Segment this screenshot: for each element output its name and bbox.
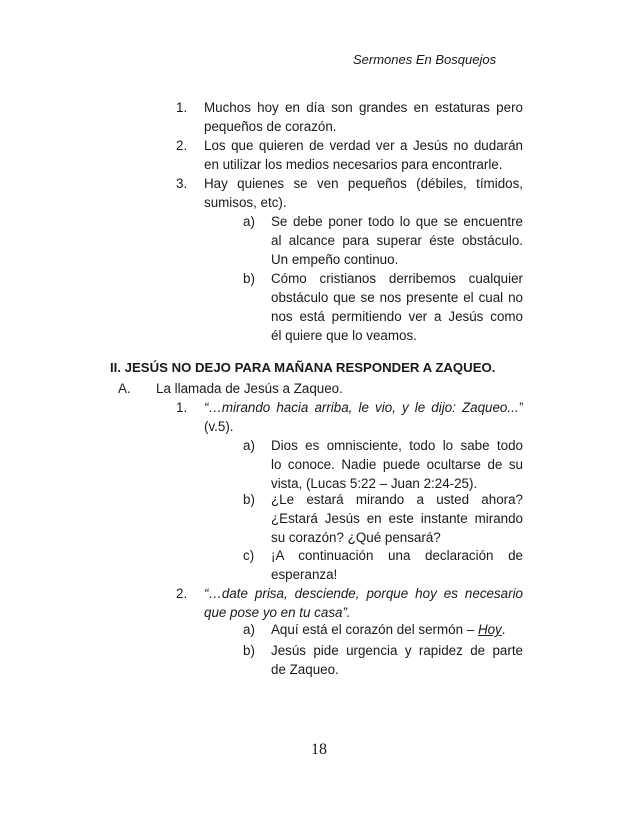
item-line: obstáculo que se nos presente el cual no [271, 290, 523, 305]
item-number: 1. [176, 400, 188, 415]
sub-list-item [243, 641, 523, 679]
sub-list-item [243, 490, 523, 547]
item-line: él quiere que lo veamos. [271, 328, 417, 343]
item-line: Cómo cristianos derribemos cualquier [271, 271, 523, 286]
scripture-quote: “…date prisa, desciende, porque hoy es necesario [204, 586, 523, 601]
item-line: ¡A continuación una declaración de [271, 548, 523, 563]
scripture-quote: “…mirando hacia arriba, le vio, y le dijo: Zaqueo...” [204, 400, 523, 415]
item-line: sumisos, etc). [204, 195, 287, 210]
item-line: vista, (Lucas 5:22 – Juan 2:24-25). [271, 476, 478, 491]
sub-list-item [243, 546, 523, 584]
item-line: esperanza! [271, 567, 338, 582]
item-line: Un empeño continuo. [271, 252, 399, 267]
page-number: 18 [311, 741, 327, 758]
item-number: 2. [176, 586, 188, 601]
item-line: Se debe poner todo lo que se encuentre [271, 214, 523, 229]
item-line: su corazón? ¿Qué pensará? [271, 530, 441, 545]
item-line: Muchos hoy en día son grandes en estaturas pero [204, 100, 523, 115]
sub-item-label: b) [243, 492, 255, 507]
sub-item-label: a) [243, 214, 255, 229]
sub-list-item [243, 436, 523, 493]
sub-list-item [243, 212, 523, 269]
item-text: Aquí está el corazón del sermón – [271, 622, 478, 637]
item-line: en utilizar los medios necesarios para encontrarle. [204, 157, 503, 172]
running-header: Sermones En Bosquejos [353, 52, 497, 67]
item-line: Hay quienes se ven pequeños (débiles, tímidos, [204, 176, 523, 191]
item-line: Dios es omnisciente, todo lo sabe todo [271, 438, 523, 453]
subsection-title: La llamada de Jesús a Zaqueo. [156, 381, 343, 396]
list-item [176, 98, 523, 136]
scripture-reference: (v.5). [204, 419, 234, 434]
sub-item-label: a) [243, 622, 255, 637]
item-text: . [501, 622, 506, 637]
section-heading: II. JESÚS NO DEJO PARA MAÑANA RESPONDER A ZAQUEO. [110, 360, 496, 375]
item-line: ¿Estará Jesús en este instante mirando [271, 511, 523, 526]
subsection-label: A. [118, 381, 131, 396]
emphasis-word: Hoy [477, 622, 502, 637]
sub-list-item [243, 620, 523, 639]
item-number: 3. [176, 176, 188, 191]
item-line: Los que quieren de verdad ver a Jesús no dudarán [204, 138, 523, 153]
sub-item-label: b) [243, 271, 255, 286]
item-line: de Zaqueo. [271, 662, 339, 677]
sub-item-label: c) [243, 548, 255, 563]
sub-list-item [243, 269, 523, 345]
item-number: 1. [176, 100, 188, 115]
item-line: pequeños de corazón. [204, 119, 337, 134]
sub-item-label: b) [243, 643, 255, 658]
item-line: al alcance para superar éste obstáculo. [271, 233, 523, 248]
subsection-heading [118, 379, 518, 398]
scripture-quote: que pose yo en tu casa”. [204, 605, 351, 620]
list-item [176, 584, 523, 622]
item-line: lo conoce. Nadie puede ocultarse de su [271, 457, 523, 472]
item-line: ¿Le estará mirando a usted ahora? [271, 492, 523, 507]
item-number: 2. [176, 138, 188, 153]
item-line: nos está permitiendo ver a Jesús como [271, 309, 523, 324]
list-item [176, 136, 523, 174]
list-item [176, 174, 523, 212]
list-item [176, 398, 523, 436]
sub-item-label: a) [243, 438, 255, 453]
item-line: Jesús pide urgencia y rapidez de parte [271, 643, 523, 658]
